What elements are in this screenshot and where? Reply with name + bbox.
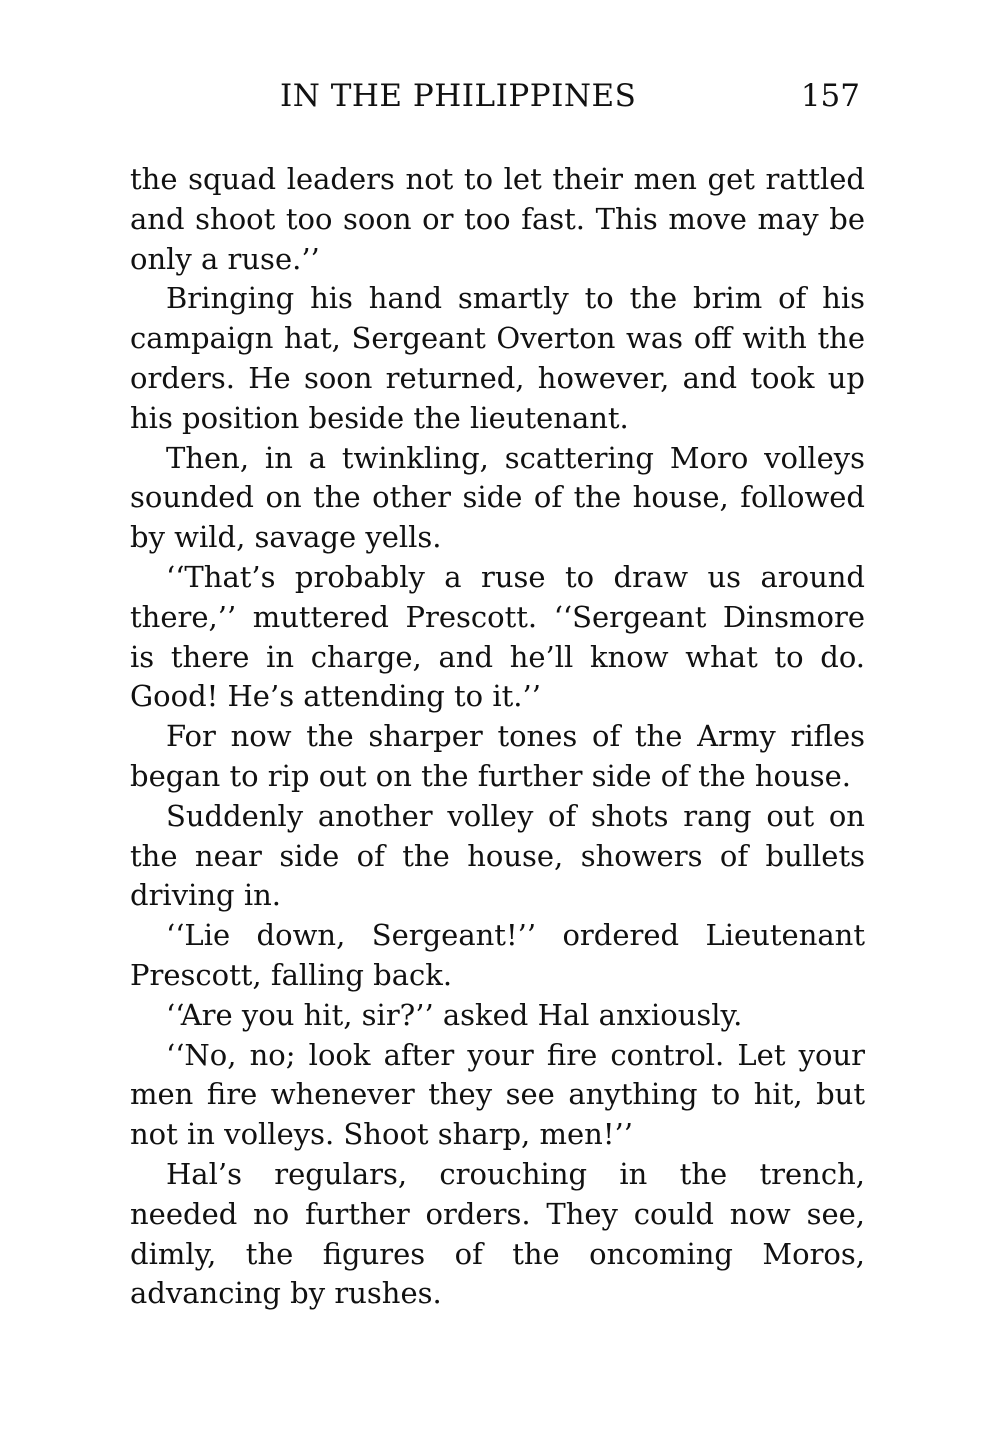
- page-number: 157: [800, 78, 860, 114]
- paragraph-4: ‘‘That’s probably a ruse to draw us around there,’’ muttered Prescott. ‘‘Sergeant Dinsmore is there in charge, and he’ll know what to do. Good! He’s attending to it.’’: [130, 559, 865, 714]
- paragraph-6: Suddenly another volley of shots rang out on the near side of the house, showers of bullets driving in.: [130, 798, 865, 913]
- page-header: [130, 74, 865, 118]
- paragraph-10: Hal’s regulars, crouching in the trench, needed no further orders. They could now see, dimly, the figures of the oncoming Moros, advancing by rushes.: [130, 1156, 865, 1311]
- paragraph-5: For now the sharper tones of the Army rifles began to rip out on the further side of the house.: [130, 719, 865, 793]
- paragraph-7: ‘‘Lie down, Sergeant!’’ ordered Lieutenant Prescott, falling back.: [130, 918, 865, 992]
- paragraph-9: ‘‘No, no; look after your fire control. Let your men fire whenever they see anything to hit, but not in volleys. Shoot sharp, men!’’: [130, 1037, 865, 1152]
- paragraph-1: the squad leaders not to let their men get rattled and shoot too soon or too fast. This move may be only a ruse.’’: [130, 162, 865, 276]
- paragraph-8: ‘‘Are you hit, sir?’’ asked Hal anxiously.: [166, 997, 743, 1032]
- running-title: IN THE PHILIPPINES: [280, 78, 637, 114]
- body-text: [130, 160, 865, 1314]
- paragraph-3: Then, in a twinkling, scattering Moro volleys sounded on the other side of the house, followed by wild, savage yells.: [130, 440, 865, 555]
- paragraph-2: Bringing his hand smartly to the brim of his campaign hat, Sergeant Overton was off with the orders. He soon returned, however, and took up his position beside the lieutenant.: [130, 281, 865, 435]
